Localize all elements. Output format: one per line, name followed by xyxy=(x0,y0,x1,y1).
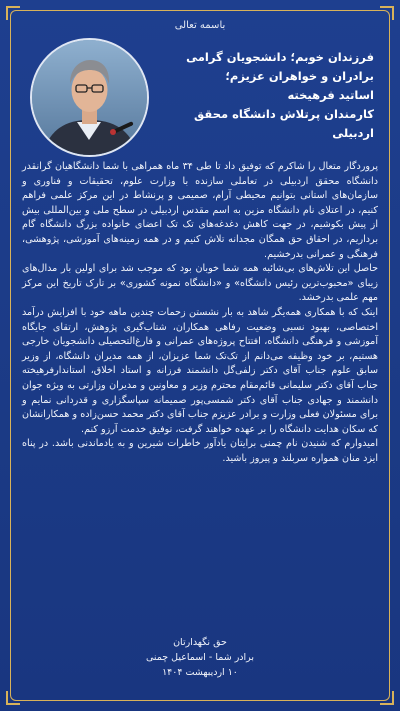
greeting-line: اساتید فرهیخته xyxy=(287,88,374,102)
frame-corner-ornament xyxy=(380,6,394,20)
frame-corner-ornament xyxy=(6,691,20,705)
body-paragraph: حاصل این تلاش‌های بی‌شائبه همه شما خوبان بود که موجب شد برای اولین بار مدال‌های زیبای «محبوب‌ترین رئیس دانشگاه» و «دانشگاه نمونه کشوری» بر تارک تاریخ این مرکز مهم علمی بدرخشد. xyxy=(22,263,378,304)
greeting-block xyxy=(164,48,374,143)
signature-date: ۱۰ اردیبهشت ۱۴۰۴ xyxy=(162,667,238,678)
body-paragraph: پروردگار متعال را شاکرم که توفیق داد تا طی ۳۴ ماه همراهی با شما دانشگاهیان گرانقدر دانشگاه محقق اردبیلی در تعاملی سازنده با وزارت علوم، تحقیقات و فناوری و سازمان‌های استانی بتوانیم محیطی آرام، صمیمی و پرنشاط در این مرکز علمی فراهم کنیم، در اعتلای نام دانشگاه مزین به اسم مقدس اردبیلی در سطح ملی و بین‌المللی بیش از پیش بکوشیم، در جهت کاهش دغدغه‌های تک تک اعضای خانواده بزرگ دانشگاه گام برداریم، در احقاق حق همگان مجدانه تلاش کنیم و در همه زمینه‌های آموزشی، پژوهشی، فرهنگی و عمرانی بدرخشیم. xyxy=(22,161,378,260)
body-paragraph: امیدوارم که شنیدن نام چمنی برایتان یادآور خاطرات شیرین و به یادماندنی باشد. در پناه ایزد منان همواره سربلند و پیروز باشید. xyxy=(22,438,378,464)
signature-name: برادر شما - اسماعیل چمنی xyxy=(145,652,255,663)
frame-corner-ornament xyxy=(6,6,20,20)
bismillah-heading: باسمه تعالی xyxy=(174,20,226,31)
author-portrait xyxy=(30,38,149,157)
greeting-line: برادران و خواهران عزیزم؛ xyxy=(225,69,374,83)
greeting-line: فرزندان خوبم؛ دانشجویان گرامی xyxy=(186,50,374,64)
greeting-line: کارمندان پرتلاش دانشگاه محقق اردبیلی xyxy=(194,107,374,140)
portrait-image xyxy=(32,40,147,155)
signature-closing: حق نگهدارتان xyxy=(173,637,227,648)
letter-body xyxy=(22,160,378,466)
signature-block xyxy=(100,635,300,680)
body-paragraph: اینک که با همکاری همه‌یگر شاهد به بار نشستن زحمات چندین ماهه خود با افزایش درآمد اختصاصی، بهبود نسبی وضعیت رفاهی همکاران، شتاب‌گیری پژوهش، ارتقای جایگاه آموزشی و فرهنگی دانشگاه، افتتاح پروژه‌های عمرانی و فارغ‌التحصیلی دانشجویان خارجی هستیم، بر خود وظیفه می‌دانم از تک‌تک شما عزیزان، از همه مدیران دانشگاه، از وزیر سابق علوم جناب آقای دکتر زلفی‌گل دانشمند فرزانه و استاد اخلاق، استاندارفرهیخته جناب آقای دکتر سلیمانی قائم‌مقام محترم وزیر و معاونین و مدیران وزارتی به ویژه جوان دانشمند و جهادی جناب آقای دکتر شمسی‌پور صمیمانه سپاسگزاری و قدردانی نمایم و برای مسئولان فعلی وزارت و برادر عزیزم جناب آقای دکتر محمد حسن‌زاده و همکارانشان که سکان هدایت دانشگاه را بر عهده خواهند گرفت، توفیق خدمت آرزو کنم. xyxy=(22,306,378,435)
frame-corner-ornament xyxy=(380,691,394,705)
